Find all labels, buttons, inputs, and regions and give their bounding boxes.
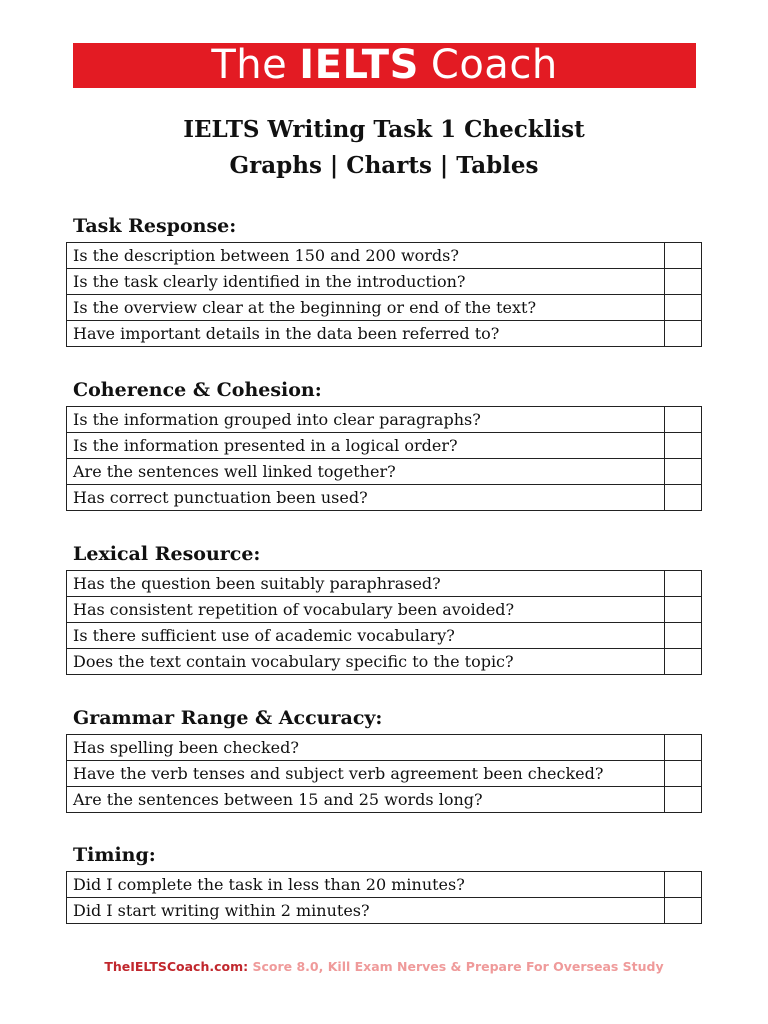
section-heading-task-response: Task Response:: [73, 215, 237, 237]
checklist-item-text: Did I start writing within 2 minutes?: [67, 898, 665, 924]
checklist-row: [67, 295, 702, 321]
checklist-item-text: Have important details in the data been referred to?: [67, 321, 665, 347]
checklist-row: [67, 623, 702, 649]
checkbox-cell[interactable]: [665, 898, 702, 924]
banner-word-ielts: IELTS: [299, 42, 419, 88]
checkbox-cell[interactable]: [665, 459, 702, 485]
checklist-item-text: Has consistent repetition of vocabulary been avoided?: [67, 597, 665, 623]
checklist-item-text: Did I complete the task in less than 20 minutes?: [67, 872, 665, 898]
checklist-coherence-cohesion: [66, 406, 702, 511]
checklist-row: [67, 485, 702, 511]
checklist-item-text: Are the sentences between 15 and 25 words long?: [67, 787, 665, 813]
checkbox-cell[interactable]: [665, 243, 702, 269]
checkbox-cell[interactable]: [665, 571, 702, 597]
checklist-row: [67, 735, 702, 761]
checklist-row: [67, 321, 702, 347]
checklist-item-text: Is there sufficient use of academic vocabulary?: [67, 623, 665, 649]
checkbox-cell[interactable]: [665, 735, 702, 761]
checklist-row: [67, 761, 702, 787]
checklist-row: [67, 459, 702, 485]
checkbox-cell[interactable]: [665, 295, 702, 321]
document-subtitle: Graphs | Charts | Tables: [229, 152, 539, 179]
checklist-item-text: Is the information grouped into clear paragraphs?: [67, 407, 665, 433]
checkbox-cell[interactable]: [665, 321, 702, 347]
section-heading-grammar-range-accuracy: Grammar Range & Accuracy:: [73, 707, 383, 729]
checkbox-cell[interactable]: [665, 597, 702, 623]
checklist-timing: [66, 871, 702, 924]
banner-word-coach: Coach: [430, 42, 558, 88]
checklist-row: [67, 243, 702, 269]
checkbox-cell[interactable]: [665, 269, 702, 295]
checklist-item-text: Is the information presented in a logical order?: [67, 433, 665, 459]
checklist-item-text: Have the verb tenses and subject verb agreement been checked?: [67, 761, 665, 787]
checklist-row: [67, 597, 702, 623]
checklist-row: [67, 407, 702, 433]
checklist-row: [67, 433, 702, 459]
checklist-grammar-range-accuracy: [66, 734, 702, 813]
checkbox-cell[interactable]: [665, 485, 702, 511]
checklist-item-text: Has correct punctuation been used?: [67, 485, 665, 511]
checklist-row: [67, 269, 702, 295]
checklist-item-text: Is the description between 150 and 200 words?: [67, 243, 665, 269]
checklist-row: [67, 872, 702, 898]
checkbox-cell[interactable]: [665, 407, 702, 433]
checklist-item-text: Has the question been suitably paraphrased?: [67, 571, 665, 597]
checklist-item-text: Is the overview clear at the beginning or end of the text?: [67, 295, 665, 321]
checkbox-cell[interactable]: [665, 872, 702, 898]
checkbox-cell[interactable]: [665, 433, 702, 459]
page-footer: [0, 958, 768, 976]
checklist-item-text: Are the sentences well linked together?: [67, 459, 665, 485]
checkbox-cell[interactable]: [665, 761, 702, 787]
footer-site-link[interactable]: TheIELTSCoach.com:: [104, 959, 249, 974]
checkbox-cell[interactable]: [665, 787, 702, 813]
checkbox-cell[interactable]: [665, 623, 702, 649]
document-title: IELTS Writing Task 1 Checklist: [183, 116, 585, 143]
section-heading-timing: Timing:: [73, 844, 156, 866]
checklist-lexical-resource: [66, 570, 702, 675]
checklist-row: [67, 571, 702, 597]
checklist-item-text: Does the text contain vocabulary specific to the topic?: [67, 649, 665, 675]
checklist-item-text: Has spelling been checked?: [67, 735, 665, 761]
checklist-row: [67, 787, 702, 813]
checklist-item-text: Is the task clearly identified in the introduction?: [67, 269, 665, 295]
banner-word-the: The: [211, 42, 288, 88]
section-heading-lexical-resource: Lexical Resource:: [73, 543, 261, 565]
brand-banner: [73, 43, 696, 88]
footer-tagline: Score 8.0, Kill Exam Nerves & Prepare For Overseas Study: [252, 959, 664, 974]
checkbox-cell[interactable]: [665, 649, 702, 675]
checklist-row: [67, 898, 702, 924]
section-heading-coherence-cohesion: Coherence & Cohesion:: [73, 379, 322, 401]
checklist-task-response: [66, 242, 702, 347]
checklist-row: [67, 649, 702, 675]
